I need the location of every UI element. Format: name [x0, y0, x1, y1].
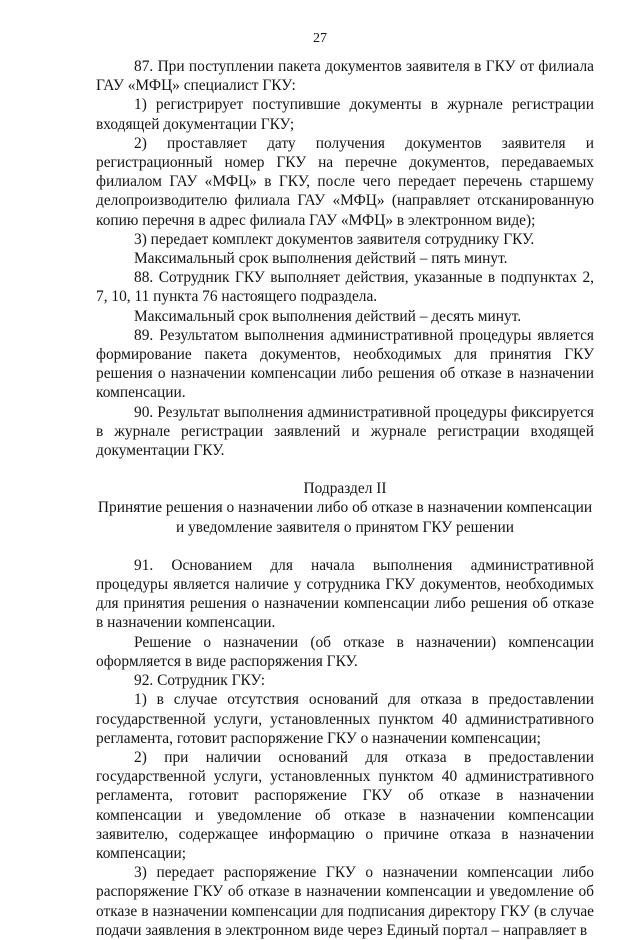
paragraph-88: 88. Сотрудник ГКУ выполняет действия, указанные в подпунктах 2, 7, 10, 11 пункта 76 настоящего подраздела.: [96, 269, 594, 306]
subsection-label: Подраздел II: [303, 480, 387, 498]
paragraph-91: 91. Основанием для начала выполнения административной процедуры является наличие у сотрудника ГКУ документов, необходимых для принятия решения о назначении компенсации либо решения об отказе в назначении компенсации.: [96, 556, 594, 632]
paragraph-87-item-2: 2) проставляет дату получения документов заявителя и регистрационный номер ГКУ на перечне документов, передаваемых филиалом ГАУ «МФЦ» в ГКУ, после чего передает перечень старшему делопроизводителю филиала ГАУ «МФЦ» (направляет отсканированную копию перечня в адрес филиала ГАУ «МФЦ» в электронном виде);: [96, 134, 594, 229]
paragraph-89: 89. Результатом выполнения административной процедуры является формирование пакета документов, необходимых для принятия ГКУ решения о назначении компенсации либо решения об отказе в назначении компенсации.: [96, 326, 594, 402]
document-body: [96, 57, 594, 940]
paragraph-87-item-1: 1) регистрирует поступившие документы в журнале регистрации входящей документации ГКУ;: [96, 96, 594, 133]
paragraph-87-deadline: Максимальный срок выполнения действий – пять минут.: [134, 250, 508, 268]
paragraph-87-item-3: 3) передает комплект документов заявителя сотруднику ГКУ.: [134, 230, 535, 248]
paragraph-87: 87. При поступлении пакета документов заявителя в ГКУ от филиала ГАУ «МФЦ» специалист ГКУ:: [96, 58, 594, 95]
subsection-title-line-2: и уведомление заявителя о принятом ГКУ решении: [176, 518, 514, 536]
paragraph-92: 92. Сотрудник ГКУ:: [134, 672, 266, 690]
paragraph-92-item-2: 2) при наличии оснований для отказа в предоставлении государственной услуги, установленных пунктом 40 административного регламента, готовит распоряжение ГКУ об отказе в назначении компенсации и уведомление об отказе в назначении компенсации заявителю, содержащее информацию о причине отказа в назначении компенсации;: [96, 748, 594, 862]
paragraph-90: 90. Результат выполнения административной процедуры фиксируется в журнале регистрации заявлений и журнале регистрации входящей документации ГКУ.: [96, 403, 594, 460]
paragraph-88-deadline: Максимальный срок выполнения действий – десять минут.: [134, 307, 522, 325]
page-number: 27: [313, 31, 327, 46]
paragraph-92-item-3: 3) передает распоряжение ГКУ о назначении компенсации либо распоряжение ГКУ об отказе в назначении компенсации и уведомление об отказе в назначении компенсации для подписания директору ГКУ (в случае подачи заявления в электронном виде через Единый портал – направляет в: [96, 864, 594, 939]
paragraph-91-decision: Решение о назначении (об отказе в назначении) компенсации оформляется в виде распоряжения ГКУ.: [96, 633, 594, 670]
paragraph-92-item-1: 1) в случае отсутствия оснований для отказа в предоставлении государственной услуги, установленных пунктом 40 административного регламента, готовит распоряжение ГКУ о назначении компенсации;: [96, 691, 594, 747]
subsection-title-line-1: Принятие решения о назначении либо об отказе в назначении компенсации: [97, 499, 593, 517]
